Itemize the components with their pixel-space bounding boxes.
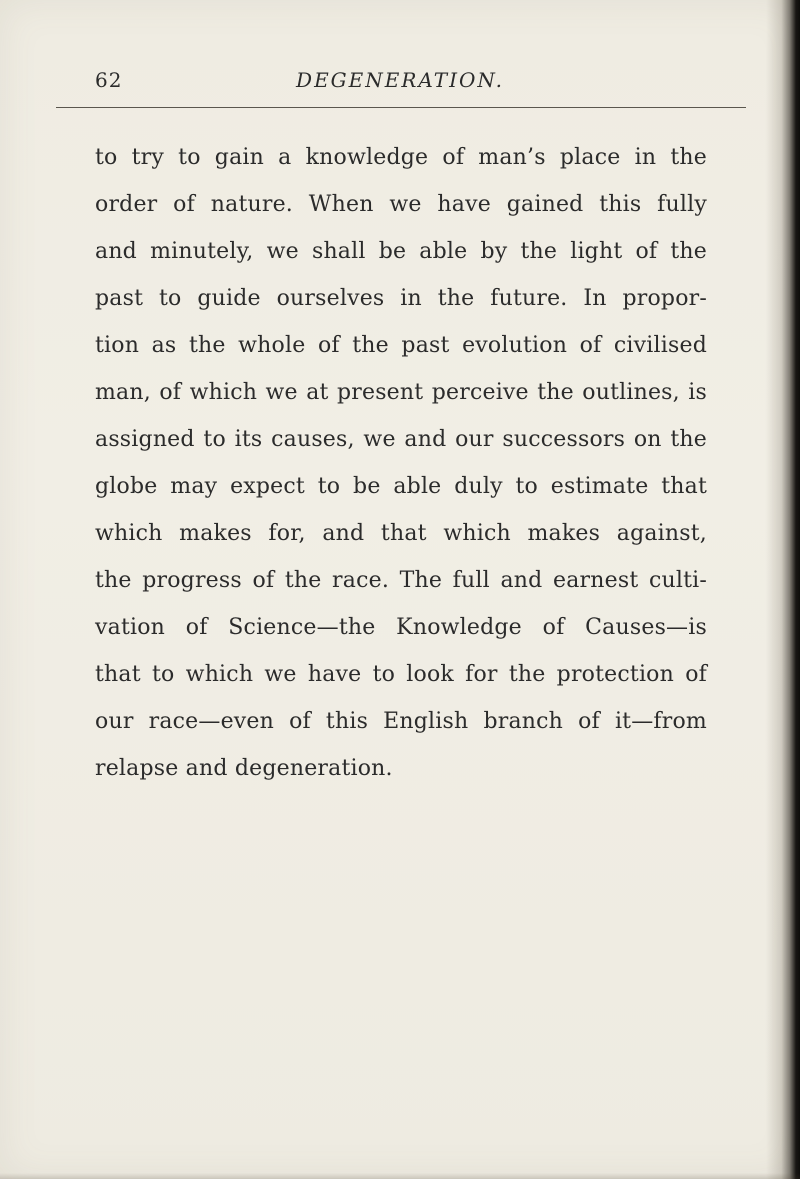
body-text	[95, 134, 707, 792]
page-number: 62	[95, 68, 123, 92]
text-line: globe may expect to be able duly to estimate that	[95, 474, 707, 499]
text-line: relapse and degeneration.	[95, 756, 393, 781]
text-line: past to guide ourselves in the future. In propor-	[95, 286, 707, 311]
text-line: that to which we have to look for the protection of	[95, 662, 707, 687]
page-header	[95, 68, 705, 98]
text-line: man, of which we at present perceive the outlines, is	[95, 380, 707, 405]
text-line: to try to gain a knowledge of man’s place in the	[95, 145, 707, 170]
text-line: our race—even of this English branch of it—from	[95, 709, 707, 734]
text-line: the progress of the race. The full and earnest culti-	[95, 568, 707, 593]
text-line: and minutely, we shall be able by the light of the	[95, 239, 707, 264]
text-line: vation of Science—the Knowledge of Causes—is	[95, 615, 707, 640]
text-line: tion as the whole of the past evolution of civilised	[95, 333, 707, 358]
text-line: order of nature. When we have gained this fully	[95, 192, 707, 217]
text-line: assigned to its causes, we and our successors on the	[95, 427, 707, 452]
scan-edge-shadow	[766, 0, 800, 1179]
scan-edge-bottom-shadow	[0, 1173, 800, 1179]
text-line: which makes for, and that which makes against,	[95, 521, 707, 546]
header-rule	[56, 107, 746, 108]
running-title: DEGENERATION.	[296, 68, 504, 92]
